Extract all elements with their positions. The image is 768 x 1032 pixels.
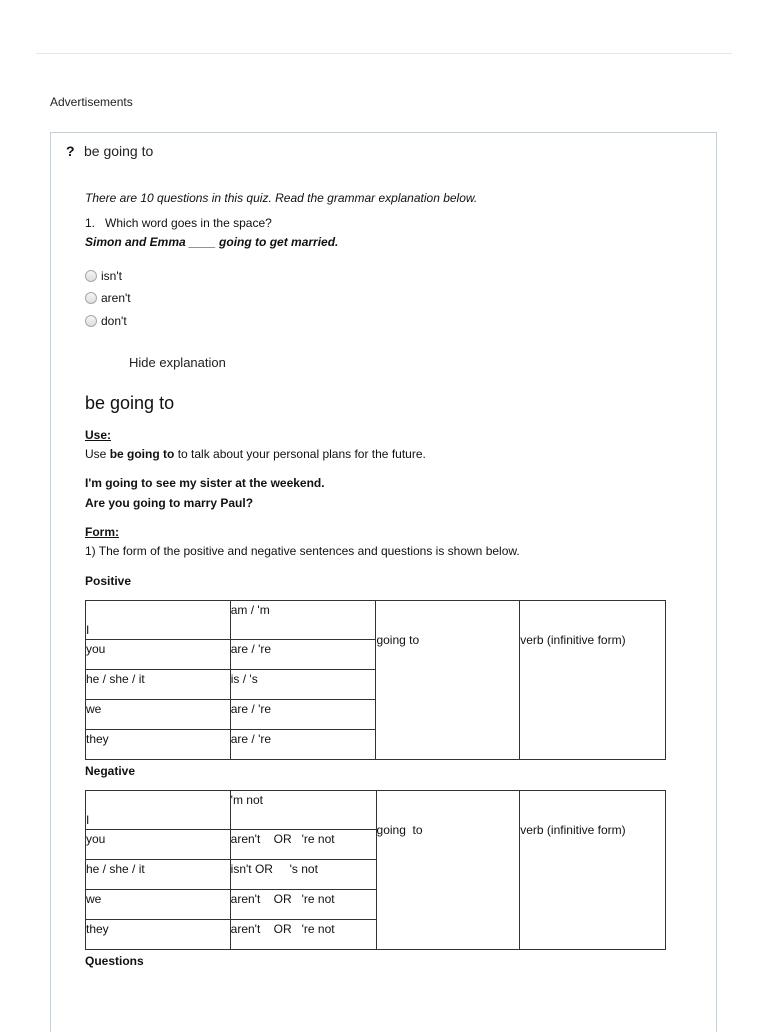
table-cell: we — [86, 700, 231, 730]
question-mark-icon: ? — [66, 143, 75, 159]
top-divider — [36, 53, 732, 54]
quiz-panel — [50, 132, 717, 1032]
advertisements-label: Advertisements — [50, 95, 133, 109]
question-prompt: Simon and Emma ____ going to get married. — [85, 235, 339, 249]
use-bold: be going to — [109, 447, 175, 461]
table-cell: aren't OR 're not — [230, 890, 376, 920]
question-line — [85, 216, 272, 230]
table-cell: going to — [376, 601, 520, 760]
negative-heading: Negative — [85, 764, 136, 778]
table-cell: aren't OR 're not — [230, 830, 376, 860]
table-cell: isn't OR 's not — [230, 860, 376, 890]
table-cell: they — [86, 920, 231, 950]
table-cell: verb (infinitive form) — [520, 791, 666, 950]
table-cell: he / she / it — [86, 860, 231, 890]
table-cell: I — [86, 791, 231, 830]
table-cell: you — [86, 830, 231, 860]
option-label: isn't — [101, 269, 122, 283]
table-cell: going to — [376, 791, 520, 950]
negative-table — [85, 790, 666, 950]
quiz-title: be going to — [84, 143, 154, 159]
table-cell: I — [86, 601, 231, 640]
table-cell: they — [86, 730, 231, 760]
radio-button[interactable] — [85, 315, 97, 327]
option-label: don't — [101, 314, 127, 328]
use-heading: Use: — [85, 428, 112, 442]
form-text: 1) The form of the positive and negative sentences and questions is shown below. — [85, 544, 520, 558]
question-number: 1. — [85, 216, 96, 230]
option-isnt[interactable] — [85, 269, 122, 283]
table-cell: verb (infinitive form) — [520, 601, 666, 760]
radio-button[interactable] — [85, 270, 97, 282]
example-sentence: Are you going to marry Paul? — [85, 496, 254, 510]
table-cell: 'm not — [230, 791, 376, 830]
table-cell: am / 'm — [230, 601, 376, 640]
option-dont[interactable] — [85, 314, 127, 328]
hide-explanation-button[interactable]: Hide explanation — [129, 355, 226, 370]
questions-heading: Questions — [85, 954, 144, 968]
use-text — [85, 447, 426, 461]
radio-button[interactable] — [85, 292, 97, 304]
table-cell: are / 're — [230, 700, 376, 730]
example-sentence: I'm going to see my sister at the weekend. — [85, 476, 325, 490]
option-arent[interactable] — [85, 291, 131, 305]
table-cell: you — [86, 640, 231, 670]
use-prefix: Use — [85, 447, 107, 461]
table-cell: are / 're — [230, 730, 376, 760]
form-heading: Form: — [85, 525, 119, 539]
use-suffix: to talk about your personal plans for the future. — [177, 447, 426, 461]
table-cell: is / 's — [230, 670, 376, 700]
positive-table — [85, 600, 666, 760]
explanation-title: be going to — [85, 393, 175, 413]
quiz-intro: There are 10 questions in this quiz. Read the grammar explanation below. — [85, 191, 478, 205]
question-text: Which word goes in the space? — [105, 216, 272, 230]
table-cell: are / 're — [230, 640, 376, 670]
table-cell: aren't OR 're not — [230, 920, 376, 950]
option-label: aren't — [101, 291, 131, 305]
table-cell: he / she / it — [86, 670, 231, 700]
positive-heading: Positive — [85, 574, 132, 588]
table-cell: we — [86, 890, 231, 920]
